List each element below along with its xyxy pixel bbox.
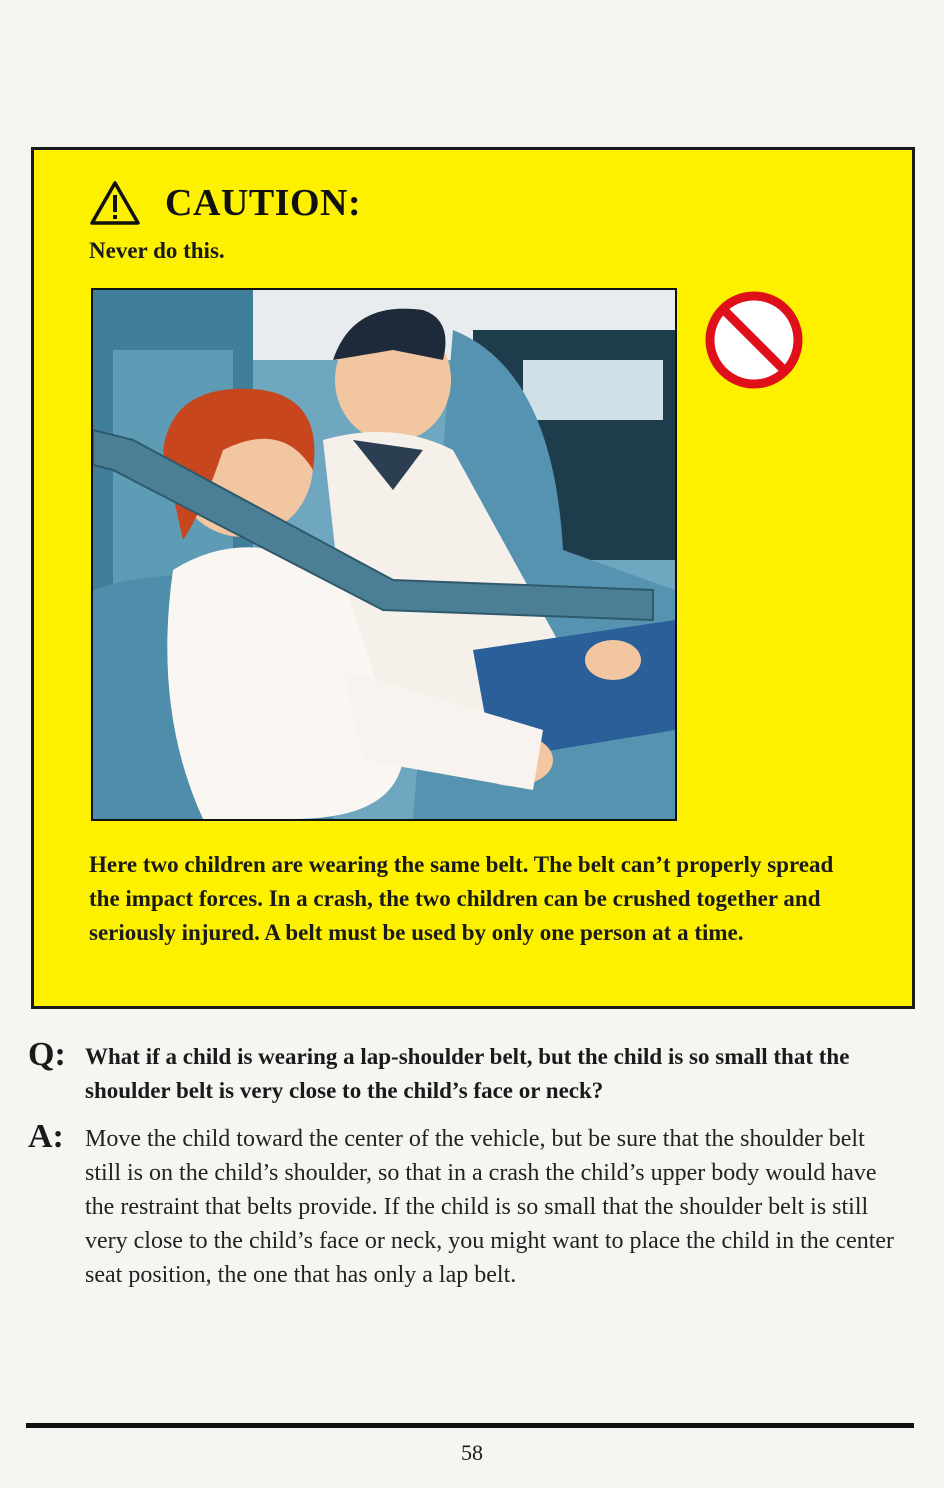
footer-rule [26,1423,914,1428]
question-text: What if a child is wearing a lap-shoulder belt, but the child is so small that the shoulder belt is very close to the child’s face or neck? [85,1044,850,1103]
two-children-sharing-seat-belt-illustration [91,288,677,821]
prohibited-icon [702,288,806,392]
answer-label: A: [28,1118,64,1155]
caution-box [31,147,915,1009]
question-label: Q: [28,1036,66,1073]
answer-text: Move the child toward the center of the vehicle, but be sure that the shoulder belt still is on the child’s shoulder, so that in a crash the child’s upper body would have the restraint that belts provide. If the child is so small that the shoulder belt is still very close to the child’s face or neck, you might want to place the child in the center seat position, the one that has only a lap belt. [85,1126,895,1288]
caution-header [89,180,361,226]
caution-text: Here two children are wearing the same belt. The belt can’t properly spread the impact forces. In a crash, the two children can be crushed together and seriously injured. A belt must be used by only one person at a time. [89,852,834,945]
page-number: 58 [461,1440,483,1465]
caution-title: CAUTION: [165,182,362,224]
caution-subtitle: Never do this. [89,238,225,263]
warning-triangle-icon [89,180,141,226]
